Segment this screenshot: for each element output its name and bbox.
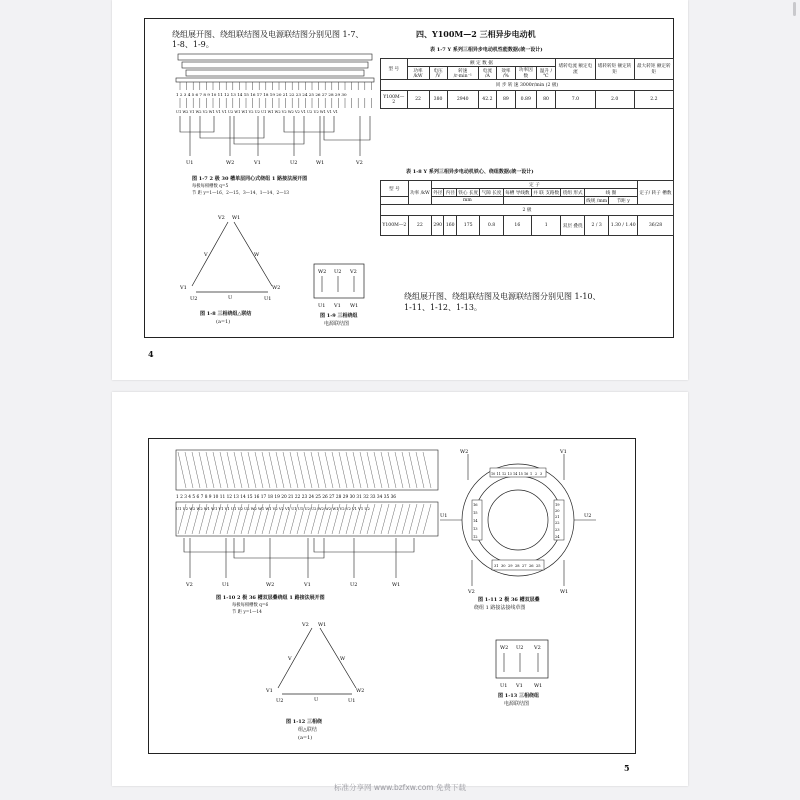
svg-text:W1: W1 <box>318 622 327 628</box>
svg-text:W2: W2 <box>500 645 509 651</box>
svg-text:13: 13 <box>507 472 512 476</box>
svg-text:22: 22 <box>555 521 560 525</box>
svg-text:U2: U2 <box>334 269 342 275</box>
svg-text:V2: V2 <box>534 645 541 651</box>
svg-text:3: 3 <box>540 472 543 476</box>
terminal-label-V1: V1 <box>254 160 261 166</box>
svg-text:U1: U1 <box>264 296 272 302</box>
svg-text:V1: V1 <box>560 449 567 455</box>
terminal-label-W1: W1 <box>392 582 401 588</box>
document-page-5 <box>112 392 688 786</box>
section-title: 四、Y100M—2 三相异步电动机 <box>416 29 536 39</box>
terminal-label-V2: V2 <box>186 582 193 588</box>
svg-text:1: 1 <box>530 472 533 476</box>
svg-text:W2: W2 <box>318 269 327 275</box>
watermark-footer: 标准分享网 www.bzfxw.com 免费下载 <box>334 783 466 792</box>
svg-text:W: W <box>254 252 260 258</box>
page-number: 4 <box>148 349 154 359</box>
svg-text:21: 21 <box>555 515 560 519</box>
scrollbar-thumb[interactable] <box>793 2 796 16</box>
svg-text:W1: W1 <box>350 303 359 309</box>
intro-text-line2: 1-8、1-9。 <box>172 40 214 49</box>
svg-text:10: 10 <box>491 472 496 476</box>
svg-text:31: 31 <box>494 564 499 568</box>
fig113-caption1: 图 1-13 三相绕组 <box>498 693 539 699</box>
svg-text:V2: V2 <box>302 622 309 628</box>
table17-perf-header: 额 定 数 据 <box>407 59 556 67</box>
svg-text:W2: W2 <box>460 449 469 455</box>
svg-text:W: W <box>340 656 346 662</box>
terminal-label-U2: U2 <box>290 160 298 166</box>
circular-connection-diagram-1-11 <box>438 446 598 594</box>
svg-text:U1: U1 <box>440 513 448 519</box>
fig113-caption2: 电源联结图 <box>504 701 530 707</box>
outro-text-line2: 1-11、1-12、1-13。 <box>404 303 482 312</box>
svg-text:23: 23 <box>555 528 560 532</box>
slot-numbers: 1 2 3 4 5 6 7 8 9 10 11 12 13 14 15 16 17 18 19 20 21 22 23 24 25 26 27 28 29 30 31 32 33 34 35 36 <box>176 495 397 500</box>
svg-text:W2: W2 <box>272 285 281 291</box>
svg-text:W1: W1 <box>534 683 543 689</box>
terminal-box-diagram-1-13 <box>494 638 550 690</box>
table17-model-header: 型 号 <box>381 59 408 80</box>
fig19-caption1: 图 1-9 三相绕组 <box>320 313 358 319</box>
fig18-caption: 图 1-8 三相绕组△联结 <box>200 311 252 317</box>
svg-text:V: V <box>204 252 208 258</box>
svg-text:V1: V1 <box>180 285 187 291</box>
svg-text:U2: U2 <box>584 513 592 519</box>
svg-text:U: U <box>228 295 233 301</box>
fig110-caption: 图 1-10 2 极 36 槽双层叠绕组 1 路接法展开图 <box>216 595 325 601</box>
intro-text-line1: 绕组展开图、绕组联结图及电源联结图分别见图 1-7、 <box>172 30 364 39</box>
svg-text:15: 15 <box>473 511 478 515</box>
svg-text:13: 13 <box>473 527 478 531</box>
svg-text:14: 14 <box>513 472 518 476</box>
svg-text:19: 19 <box>555 503 560 507</box>
svg-text:20: 20 <box>555 509 560 513</box>
fig18-a: (a=1) <box>216 319 231 325</box>
fig112-caption2: 组△联结 <box>298 727 317 733</box>
coil-end-labels: U1 U2 W2 W2 W1 W1 V1 V1 U1 U2 U2 W2 W1 W1 V2 V2 V1 U1 U1 U2 U2 W2 W2 W1 V2 V2 V1 V1 U2 <box>176 507 370 511</box>
svg-text:15: 15 <box>518 472 523 476</box>
delta-connection-diagram-1-12 <box>264 618 368 710</box>
terminal-label-U1: U1 <box>222 582 230 588</box>
svg-text:V1: V1 <box>516 683 523 689</box>
svg-text:16: 16 <box>524 472 529 476</box>
fig111-caption1: 图 1-11 2 极 36 槽双层叠 <box>478 597 540 603</box>
svg-text:U1: U1 <box>500 683 508 689</box>
table17-speed-row: 同 步 转 速 3000r/min (2 极) <box>381 80 674 91</box>
terminal-label-V2: V2 <box>356 160 363 166</box>
svg-text:14: 14 <box>473 519 478 523</box>
svg-text:W1: W1 <box>232 215 241 221</box>
fig110-detail-y: 节 距 y=1—14 <box>232 610 262 615</box>
terminal-label-U2: U2 <box>350 582 358 588</box>
svg-text:30: 30 <box>501 564 506 568</box>
svg-text:V1: V1 <box>334 303 341 309</box>
svg-text:12: 12 <box>502 472 507 476</box>
fig112-caption1: 图 1-12 三相绕 <box>286 719 322 725</box>
terminal-label-W2: W2 <box>226 160 235 166</box>
delta-connection-diagram-1-8 <box>180 210 282 310</box>
svg-text:U2: U2 <box>516 645 524 651</box>
page-number: 5 <box>624 763 630 773</box>
svg-text:V2: V2 <box>468 589 475 594</box>
terminal-box-diagram-1-9 <box>312 262 366 310</box>
svg-text:U: U <box>314 697 319 703</box>
svg-text:29: 29 <box>508 564 513 568</box>
svg-text:V2: V2 <box>218 215 225 221</box>
svg-text:16: 16 <box>473 503 478 507</box>
slot-numbers: 1 2 3 4 5 6 7 8 9 10 11 12 13 14 15 16 17 18 19 20 21 22 23 24 25 26 27 28 29 30 <box>176 92 347 97</box>
coil-end-labels: U1 W2 V1 W2 V2 W1 V1 V1 U2 W1 W1 V2 U2 U1 W1 W2 V2 W2 V2 V1 U2 U2 W1 V1 V1 <box>176 110 338 114</box>
svg-text:25: 25 <box>536 564 541 568</box>
table-1-7: 型 号 额 定 数 据 堵转电流 额定电流 堵转转矩 额定转矩 最大转矩 额定转矩 功率 /kW 电压 /V 转速 /r·min⁻¹ 电流 /A 效率 /% 功率因数 温升 /℃ 同 步 转 速 3000r/min (2 极) Y100M—2 22 380 2940 42.2 89 0.89 80 7.0 2.0 2.2 <box>380 58 674 109</box>
svg-text:U1: U1 <box>348 698 356 704</box>
table17-title: 表 1-7 Y 系列三相异步电动机性能数据(统一设计) <box>430 47 543 53</box>
outro-text-line1: 绕组展开图、绕组联结图及电源联结图分别见图 1-10、 <box>404 292 601 301</box>
svg-text:2: 2 <box>535 472 538 476</box>
svg-text:24: 24 <box>555 535 560 539</box>
document-page-4 <box>112 0 688 380</box>
winding-development-diagram-1-7 <box>174 52 376 170</box>
svg-text:V: V <box>288 656 292 662</box>
svg-text:W2: W2 <box>356 688 365 694</box>
terminal-label-U1: U1 <box>186 160 194 166</box>
svg-text:U2: U2 <box>276 698 284 704</box>
table18-title: 表 1-8 Y 系列三相异步电动机铁心、绕组数据(统一设计) <box>406 169 534 175</box>
terminal-label-V1: V1 <box>304 582 311 588</box>
svg-text:11: 11 <box>496 472 501 476</box>
fig19-caption2: 电源联结图 <box>324 321 350 327</box>
fig111-caption2: 绕组 1 路接法接线草图 <box>474 605 526 611</box>
table-row: Y100M—2 22 380 2940 42.2 89 0.89 80 7.0 2.0 2.2 <box>381 91 674 109</box>
fig17-detail-y: 节 距 y=1—16、2—15、3—14、1—14、2—13 <box>192 191 290 196</box>
svg-text:U1: U1 <box>318 303 326 309</box>
svg-text:28: 28 <box>515 564 520 568</box>
svg-text:V1: V1 <box>266 688 273 694</box>
fig112-a: (a=1) <box>298 735 313 741</box>
svg-text:V2: V2 <box>350 269 357 275</box>
svg-text:12: 12 <box>473 535 478 539</box>
fig110-detail-q: 每极每相槽数 q=6 <box>232 603 269 608</box>
fig17-caption: 图 1-7 2 极 30 槽单层同心式绕组 1 路接法展开图 <box>192 176 308 182</box>
table-row: Y100M—2 22 290 160 175 0.8 16 1 双层 叠绕 2 / 3 1.30 / 1.40 36/28 <box>381 216 674 236</box>
table-1-8: 型 号 功率 /kW 定 子 定子/ 转子 槽数 外径 内径 铁心 长度 气隙 长度 每槽 导线数 并 联 支路数 绕组 形式 线 圈 mm 线规 /mm 节距 y 2 极 Y100M—2 22 290 160 175 0.8 16 1 双层 叠绕 2 / 3 1.30 / 1.40 36/28 <box>380 180 674 236</box>
winding-development-diagram-1-10 <box>174 448 440 594</box>
svg-text:26: 26 <box>529 564 534 568</box>
svg-text:27: 27 <box>522 564 527 568</box>
terminal-label-W2: W2 <box>266 582 275 588</box>
svg-text:U2: U2 <box>190 296 198 302</box>
fig17-detail-q: 每极每相槽数 q=5 <box>192 184 229 189</box>
svg-text:W1: W1 <box>560 589 569 594</box>
terminal-label-W1: W1 <box>316 160 325 166</box>
